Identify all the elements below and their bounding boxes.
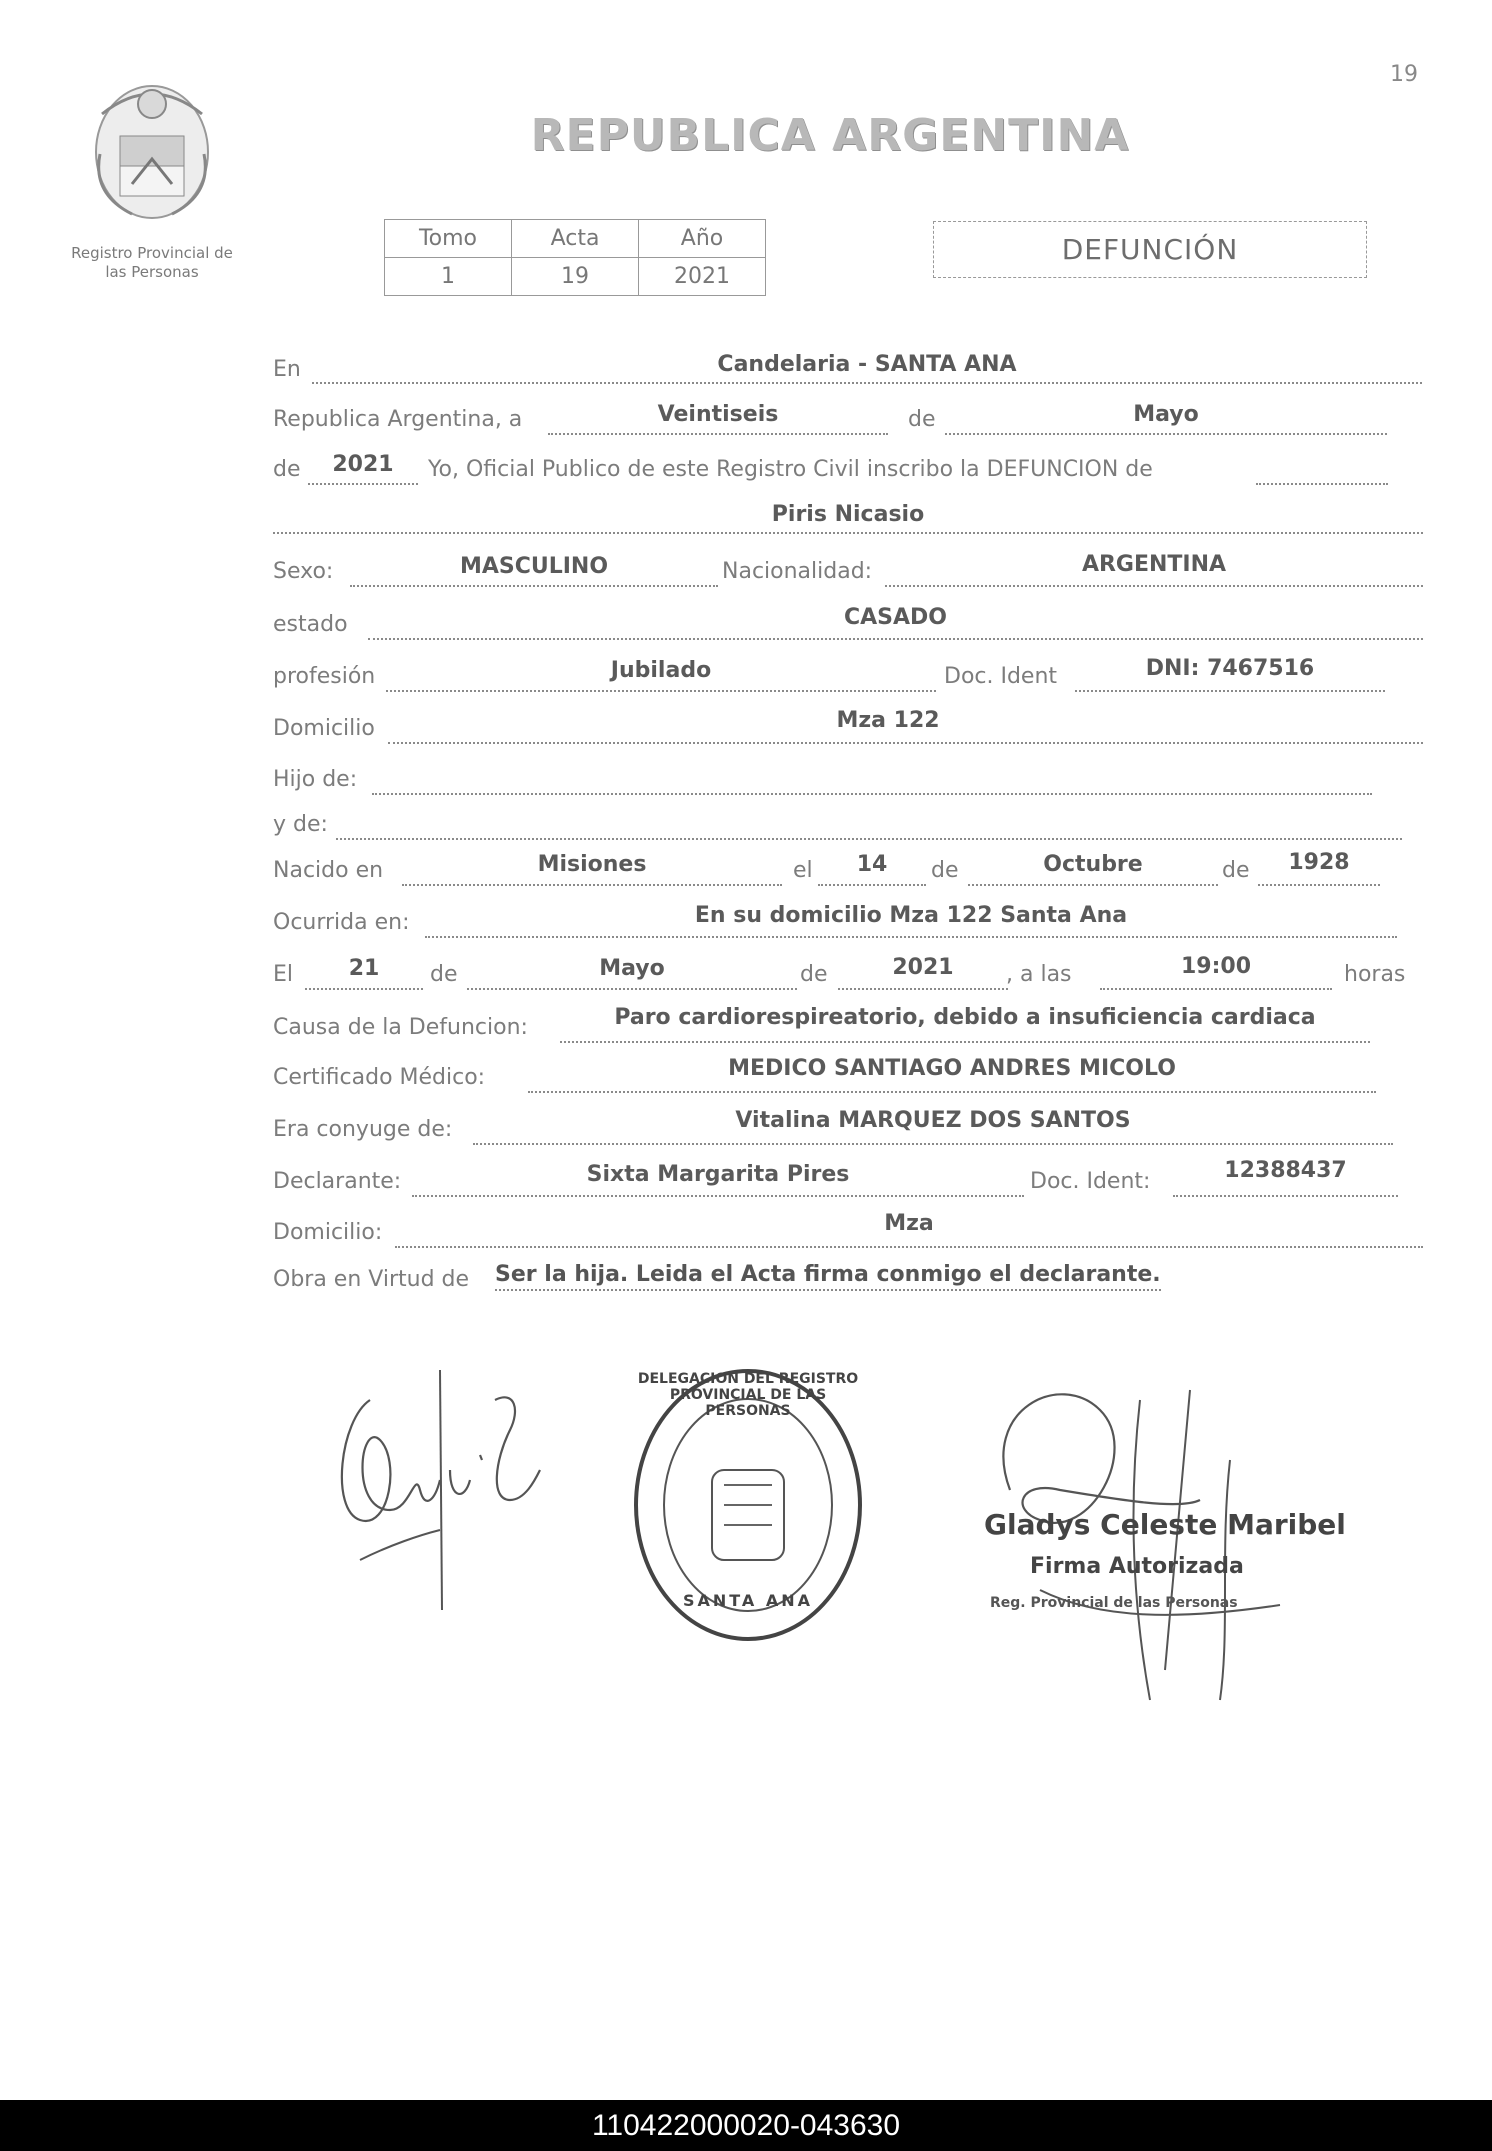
seal-ring-text: DELEGACION DEL REGISTRO PROVINCIAL DE LAS PERSONAS [637,1371,859,1419]
certificado-label: Certificado Médico: [273,1065,486,1090]
table-header-anio: Año [639,220,766,258]
horas-label: horas [1344,962,1406,987]
domicilio-value: Mza 122 [836,708,940,733]
nacido-lugar-line [402,884,782,886]
table-value-acta: 19 [512,258,639,296]
doc-ident-line [1075,690,1385,692]
page-number: 19 [1390,62,1418,87]
def-hora-value: 19:00 [1180,954,1252,979]
nacido-anio-line [1258,884,1380,886]
def-mes-line [467,988,797,990]
dia-letras-value: Veintiseis [657,402,779,427]
conyuge-value: Vitalina MARQUEZ DOS SANTOS [735,1108,1131,1133]
causa-value: Paro cardiorespireatorio, debido a insuficiencia cardiaca [614,1005,1316,1030]
anio-line [308,483,418,485]
conyuge-line [473,1143,1393,1145]
de-label-5: de [800,962,828,987]
mes-value: Mayo [1133,402,1199,427]
registro-line: las Personas [105,263,199,281]
seal-center-text: SANTA ANA [682,1591,814,1610]
signature-right [980,1370,1340,1730]
hijo-line [372,793,1372,795]
conyuge-label: Era conyuge de: [273,1117,453,1142]
certificado-value: MEDICO SANTIAGO ANDRES MICOLO [728,1056,1176,1081]
nacido-lugar-value: Misiones [537,852,647,877]
sexo-line [350,585,718,587]
en-line [312,382,1422,384]
official-seal [628,1365,868,1645]
registro-label [48,244,256,282]
def-dia-value: 21 [348,956,380,981]
nombre-value: Piris Nicasio [771,502,925,527]
nacido-dia-line [818,884,926,886]
def-anio-line [838,988,1008,990]
dia-line [548,433,888,435]
table-header-tomo: Tomo [385,220,512,258]
def-mes-value: Mayo [599,956,665,981]
official-signature-block [980,1370,1346,1730]
domicilio2-label: Domicilio: [273,1220,383,1245]
ocurrida-value: En su domicilio Mza 122 Santa Ana [694,903,1128,928]
nacido-mes-line [968,884,1218,886]
en-value: Candelaria - SANTA ANA [717,352,1017,377]
ocurrida-label: Ocurrida en: [273,910,410,935]
domicilio-line [388,742,1423,744]
yo-text: Yo, Oficial Publico de este Registro Civil inscribo la DEFUNCION de [428,457,1153,482]
doc-ident-value: DNI: 7467516 [1145,656,1315,681]
coat-of-arms-icon [82,74,222,224]
declarante-line [412,1195,1024,1197]
official-name: Gladys Celeste Maribel [984,1508,1346,1541]
de-label-3: de [1222,858,1250,883]
declarante-label: Declarante: [273,1169,402,1194]
document-id-bar: 110422000020-043630 [0,2100,1492,2151]
estado-label: estado [273,612,348,637]
mes-line [945,433,1387,435]
yde-line [336,838,1402,840]
obra-label: Obra en Virtud de [273,1267,470,1292]
registro-line: Registro Provincial de [71,244,233,262]
hijo-label: Hijo de: [273,767,358,792]
signature-left [330,1360,550,1610]
de-label: de [908,407,936,432]
table-value-tomo: 1 [385,258,512,296]
profesion-line [386,690,936,692]
yde-label: y de: [273,812,328,837]
nacionalidad-line [885,585,1423,587]
estado-value: CASADO [843,605,947,630]
def-anio-value: 2021 [892,955,954,980]
causa-label: Causa de la Defuncion: [273,1015,528,1040]
def-hora-line [1100,988,1332,990]
domicilio-label: Domicilio [273,716,375,741]
domicilio2-line [395,1246,1423,1248]
ocurrida-line [425,936,1397,938]
nombre-line [273,532,1423,534]
doc2-line [1173,1195,1398,1197]
republica-label: Republica Argentina, a [273,407,523,432]
estado-line [368,638,1423,640]
causa-line [560,1041,1370,1043]
official-role: Firma Autorizada [1030,1554,1244,1579]
anio-value: 2021 [332,452,394,477]
nacido-mes-value: Octubre [1043,852,1143,877]
nacido-dia-value: 14 [856,852,888,877]
table-header-acta: Acta [512,220,639,258]
nacido-label: Nacido en [273,858,384,883]
a-las-label: , a las [1006,962,1072,987]
el-cap-label: El [273,962,294,987]
volume-table [384,219,766,296]
certificado-line [528,1091,1376,1093]
profesion-label: profesión [273,664,376,689]
el-label: el [793,858,813,883]
nacionalidad-value: ARGENTINA [1081,552,1227,577]
document-type-box: DEFUNCIÓN [933,221,1367,278]
declarante-value: Sixta Margarita Pires [586,1162,850,1187]
obra-value: Ser la hija. Leida el Acta firma conmigo el declarante. [495,1262,1161,1291]
doc-ident-label: Doc. Ident [944,664,1058,689]
de-year-label: de [273,457,301,482]
de-label-2: de [931,858,959,883]
profesion-value: Jubilado [610,658,712,683]
official-office: Reg. Provincial de las Personas [990,1595,1238,1611]
table-value-anio: 2021 [639,258,766,296]
doc-ident-label-2: Doc. Ident: [1030,1169,1151,1194]
nacionalidad-label: Nacionalidad: [722,559,873,584]
nacido-anio-value: 1928 [1288,850,1350,875]
domicilio2-value: Mza [884,1211,934,1236]
page-title: REPUBLICA ARGENTINA [530,110,1130,161]
de-label-4: de [430,962,458,987]
def-dia-line [305,988,423,990]
en-label: En [273,357,301,382]
sexo-value: MASCULINO [459,554,609,579]
sexo-label: Sexo: [273,559,334,584]
doc2-value: 12388437 [1224,1158,1347,1183]
yo-line [1256,483,1388,485]
